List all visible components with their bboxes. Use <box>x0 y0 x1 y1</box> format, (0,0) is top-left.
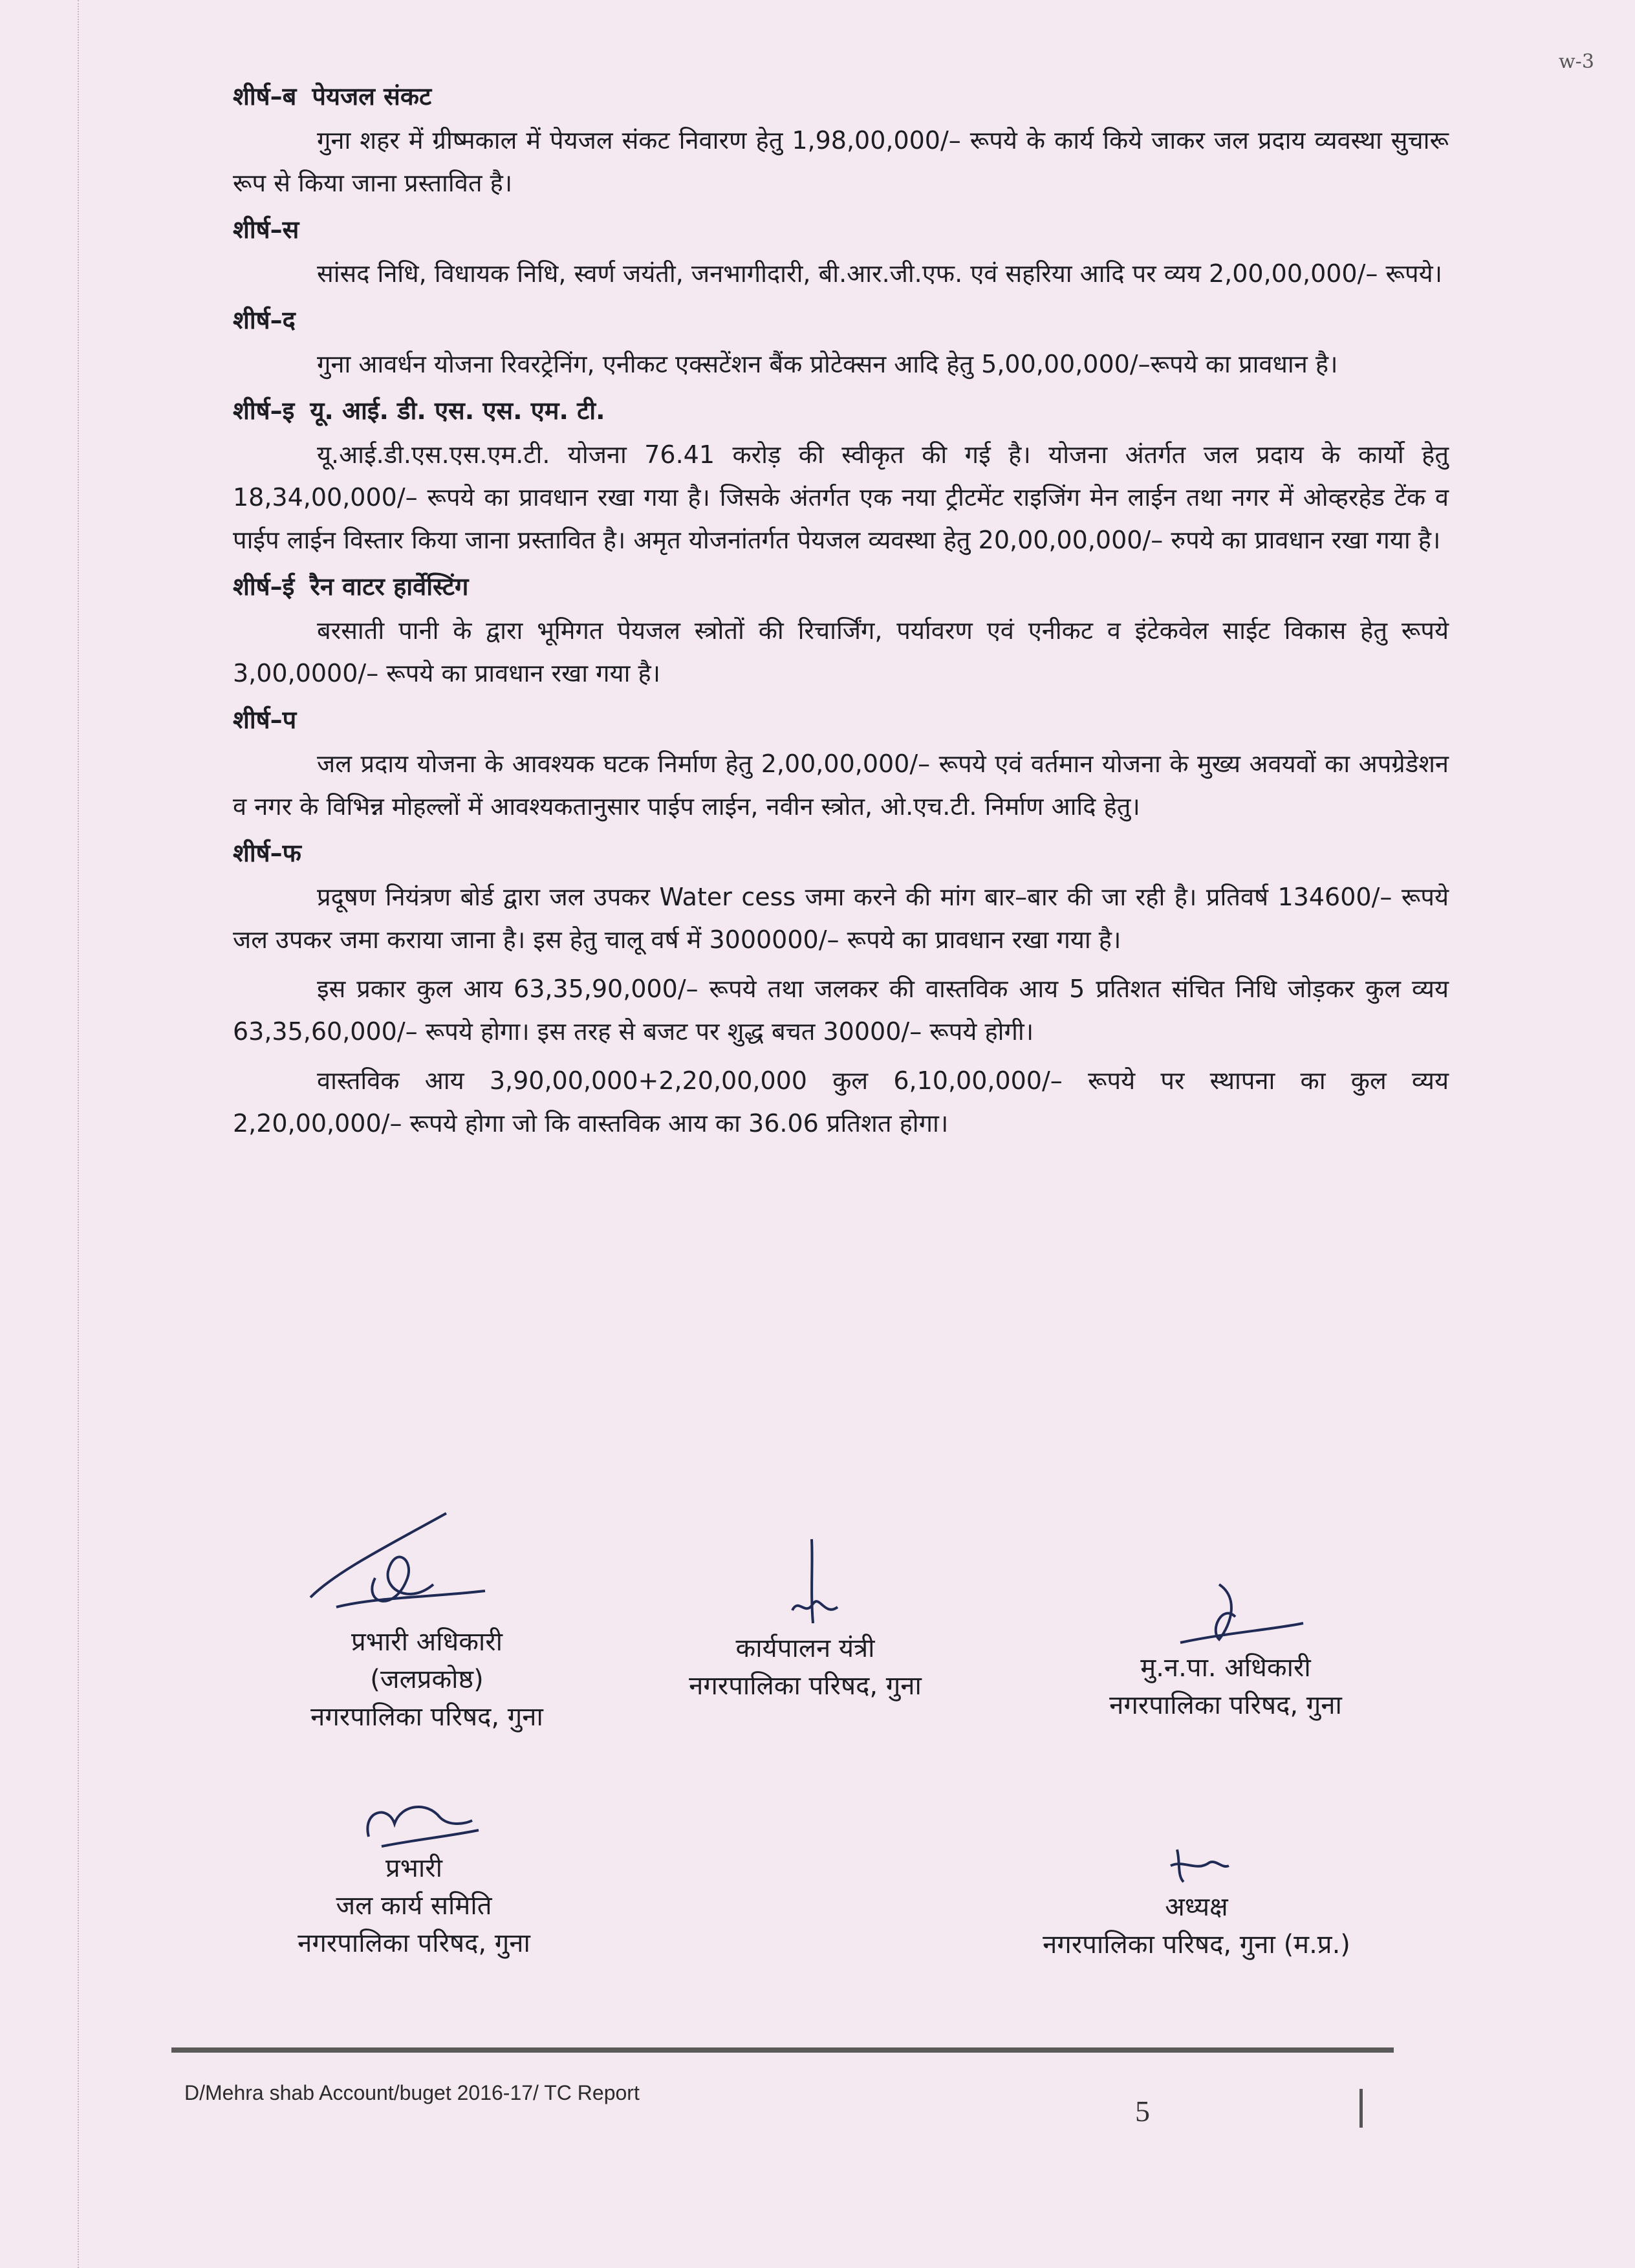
signatory-organisation: नगरपालिका परिषद, गुना (म.प्र.) <box>1043 1930 1350 1960</box>
section-code: शीर्ष–ब <box>233 82 297 111</box>
signatory-title: मु.न.पा. अधिकारी <box>1140 1653 1311 1683</box>
section-f <box>233 836 1449 1145</box>
handwritten-signature <box>298 1500 504 1623</box>
section-p <box>233 702 1449 828</box>
section-b <box>233 79 1449 204</box>
section-heading <box>233 702 1449 736</box>
section-i <box>233 393 1449 561</box>
footer-rule <box>171 2047 1394 2053</box>
section-heading <box>233 303 1449 336</box>
section-paragraph: बरसाती पानी के द्वारा भूमिगत पेयजल स्त्रोतों की रिचार्जिंग, पर्यावरण एवं एनीकट व इंटेकवेल साईट विकास हेतु रूपये 3,00,0000/– रूपये का प्रावधान रखा गया है। <box>233 616 1449 687</box>
section-paragraph: गुना शहर में ग्रीष्मकाल में पेयजल संकट निवारण हेतु 1,98,00,000/– रूपये के कार्य किये जाकर जल प्रदाय व्यवस्था सुचारू रूप से किया जाना प्रस्तावित है। <box>233 126 1449 197</box>
signatory-cmo <box>1074 1578 1378 1724</box>
section-code: शीर्ष–ई <box>233 572 295 601</box>
signatory-president <box>996 1843 1397 1963</box>
section-d <box>233 303 1449 385</box>
section-code: शीर्ष–फ <box>233 839 301 867</box>
footer-divider <box>1359 2089 1363 2128</box>
signatory-organisation: नगरपालिका परिषद, गुना <box>310 1702 543 1732</box>
signatory-officer-cell <box>259 1500 595 1736</box>
signatory-committee: जल कार्य समिति <box>336 1891 492 1921</box>
handwritten-signature <box>343 1791 485 1850</box>
section-code: शीर्ष–इ <box>233 396 295 425</box>
section-code: शीर्ष–प <box>233 706 297 734</box>
section-paragraph: सांसद निधि, विधायक निधि, स्वर्ण जयंती, जनभागीदारी, बी.आर.जी.एफ. एवं सहरिया आदि पर व्यय 2,00,00,000/– रूपये। <box>317 259 1443 288</box>
signatory-executive-engineer <box>653 1533 957 1705</box>
summary-paragraph: वास्तविक आय 3,90,00,000+2,20,00,000 कुल 6,10,00,000/– रूपये पर स्थापना का कुल व्यय 2,20,00,000/– रूपये होगा जो कि वास्तविक आय का 36.06 प्रतिशत होगा। <box>233 1066 1449 1138</box>
summary-paragraph: इस प्रकार कुल आय 63,35,90,000/– रूपये तथा जलकर की वास्तविक आय 5 प्रतिशत संचित निधि जोड़कर कुल व्यय 63,35,60,000/– रूपये होगा। इस तरह से बजट पर शुद्ध बचत 30000/– रूपये होगी। <box>233 975 1449 1046</box>
page-number: 5 <box>1135 2095 1150 2128</box>
section-title: रैन वाटर हार्वेस्टिंग <box>310 572 469 601</box>
corner-note: w-3 <box>1559 50 1594 73</box>
section-heading <box>233 393 1449 427</box>
signatory-water-committee <box>259 1791 569 1962</box>
signatory-title: अध्यक्ष <box>1165 1892 1228 1922</box>
signatory-title: कार्यपालन यंत्री <box>735 1634 875 1663</box>
signatory-department: (जलप्रकोष्ठ) <box>370 1665 484 1694</box>
footer-file-path: D/Mehra shab Account/buget 2016-17/ TC Report <box>184 2081 640 2104</box>
section-heading <box>233 79 1449 113</box>
handwritten-signature <box>1151 1843 1242 1888</box>
section-heading <box>233 212 1449 246</box>
section-code: शीर्ष–द <box>233 306 296 334</box>
section-heading <box>233 569 1449 603</box>
signatory-organisation: नगरपालिका परिषद, गुना <box>298 1928 530 1958</box>
section-s <box>233 212 1449 295</box>
section-heading <box>233 836 1449 869</box>
section-code: शीर्ष–स <box>233 215 299 244</box>
section-ii <box>233 569 1449 695</box>
section-paragraph: गुना आवर्धन योजना रिवरट्रेनिंग, एनीकट एक्सटेंशन बैंक प्रोटेक्सन आदि हेतु 5,00,00,000/–रूपये का प्रावधान है। <box>317 350 1338 378</box>
section-paragraph: जल प्रदाय योजना के आवश्यक घटक निर्माण हेतु 2,00,00,000/– रूपये एवं वर्तमान योजना के मुख्य अवयवों का अपग्रेडेशन व नगर के विभिन्न मोहल्लों में आवश्यकतानुसार पाईप लाईन, नवीन स्त्रोत, ओ.एच.टी. निर्माण आदि हेतु। <box>233 750 1449 821</box>
handwritten-signature <box>741 1533 870 1630</box>
signatory-organisation: नगरपालिका परिषद, गुना <box>689 1671 922 1701</box>
signatory-title: प्रभारी अधिकारी <box>351 1627 503 1657</box>
section-title: यू. आई. डी. एस. एस. एम. टी. <box>310 396 605 425</box>
signatory-organisation: नगरपालिका परिषद, गुना <box>1109 1690 1342 1720</box>
binding-margin <box>39 0 79 2268</box>
handwritten-signature <box>1142 1578 1310 1649</box>
section-paragraph: यू.आई.डी.एस.एस.एम.टी. योजना 76.41 करोड़ की स्वीकृत की गई है। योजना अंतर्गत जल प्रदाय के कार्यो हेतु 18,34,00,000/– रूपये का प्रावधान रखा गया है। जिसके अंतर्गत एक नया ट्रीटमेंट राइजिंग मेन लाईन तथा नगर में ओव्हरहेड टेंक व पाईप लाईन विस्तार किया जाना प्रस्तावित है। अमृत योजनांतर्गत पेयजल व्यवस्था हेतु 20,00,00,000/– रुपये का प्रावधान रखा गया है। <box>233 440 1449 554</box>
document-body <box>233 71 1449 1147</box>
signatory-title: प्रभारी <box>385 1853 442 1883</box>
section-title: पेयजल संकट <box>312 82 432 111</box>
section-paragraph: प्रदूषण नियंत्रण बोर्ड द्वारा जल उपकर Water cess जमा करने की मांग बार–बार की जा रही है। प्रतिवर्ष 134600/– रूपये जल उपकर जमा कराया जाना है। इस हेतु चालू वर्ष में 3000000/– रूपये का प्रावधान रखा गया है। <box>233 883 1449 954</box>
